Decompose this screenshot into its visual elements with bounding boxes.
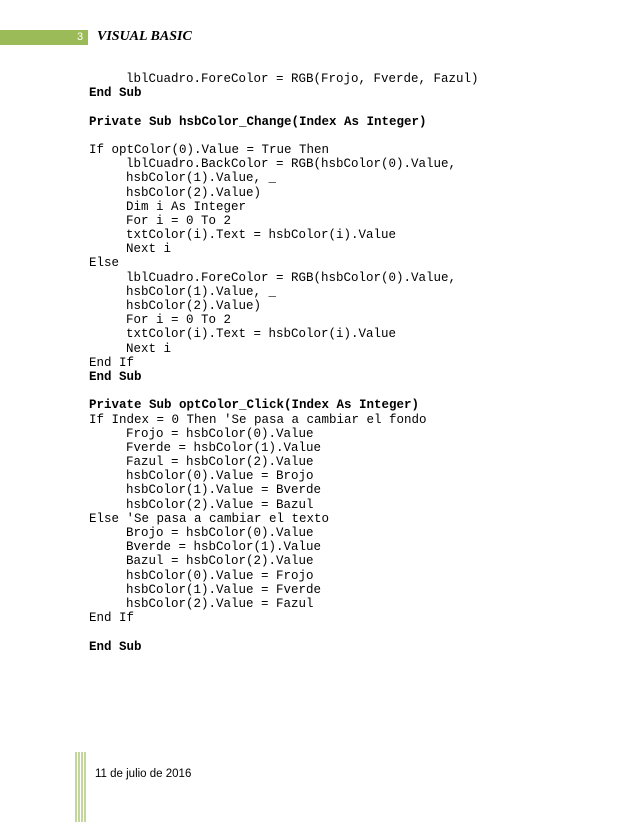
code-line: hsbColor(2).Value = Fazul (126, 596, 314, 611)
code-listing (89, 72, 609, 654)
code-line: End If (89, 611, 135, 626)
page-number: 3 (76, 31, 84, 43)
code-line: Private Sub hsbColor_Change(Index As Integer) (89, 114, 427, 129)
code-line: hsbColor(1).Value, _ (126, 284, 277, 299)
code-line: Private Sub optColor_Click(Index As Integer) (89, 398, 420, 413)
code-line: For i = 0 To 2 (126, 313, 232, 328)
code-line: hsbColor(2).Value) (126, 299, 262, 313)
code-line: Else (89, 256, 120, 271)
code-line: hsbColor(0).Value = Brojo (126, 469, 314, 484)
code-line: End Sub (89, 639, 142, 654)
code-line: Bazul = hsbColor(2).Value (126, 554, 314, 569)
code-line: hsbColor(1).Value = Bverde (126, 483, 322, 498)
code-line: End If (89, 355, 135, 370)
footer-decorative-lines (75, 752, 89, 822)
code-line: If Index = 0 Then 'Se pasa a cambiar el fondo (89, 412, 427, 427)
code-line: Next i (126, 242, 172, 257)
code-line: hsbColor(2).Value = Bazul (126, 497, 314, 512)
code-line: Brojo = hsbColor(0).Value (126, 526, 314, 540)
code-line: lblCuadro.ForeColor = RGB(Frojo, Fverde, Fazul) (126, 72, 479, 86)
code-line: Frojo = hsbColor(0).Value (126, 426, 314, 441)
code-line (89, 384, 609, 398)
code-line: Else 'Se pasa a cambiar el texto (89, 511, 330, 526)
code-line: Bverde = hsbColor(1).Value (126, 540, 322, 555)
code-line: If optColor(0).Value = True Then (89, 142, 330, 157)
code-line: For i = 0 To 2 (126, 213, 232, 228)
header-title: VISUAL BASIC (97, 29, 192, 44)
code-line: Fazul = hsbColor(2).Value (126, 455, 314, 470)
code-line: Next i (126, 341, 172, 356)
code-line: lblCuadro.BackColor = RGB(hsbColor(0).Value, (126, 157, 457, 172)
code-line: hsbColor(2).Value) (126, 185, 262, 200)
code-line: End Sub (89, 86, 142, 101)
code-line: hsbColor(1).Value = Fverde (126, 582, 322, 597)
footer-date: 11 de julio de 2016 (95, 768, 192, 780)
code-line: hsbColor(1).Value, _ (126, 171, 277, 186)
code-line: Dim i As Integer (126, 199, 247, 214)
code-line (89, 625, 609, 639)
code-line: hsbColor(0).Value = Frojo (126, 568, 314, 583)
code-line (89, 129, 609, 143)
code-line: txtColor(i).Text = hsbColor(i).Value (126, 327, 397, 342)
code-line (89, 100, 609, 114)
code-line: Fverde = hsbColor(1).Value (126, 440, 322, 455)
code-line: End Sub (89, 369, 142, 384)
code-line: lblCuadro.ForeColor = RGB(hsbColor(0).Value, (126, 270, 457, 285)
code-line: txtColor(i).Text = hsbColor(i).Value (126, 228, 397, 243)
